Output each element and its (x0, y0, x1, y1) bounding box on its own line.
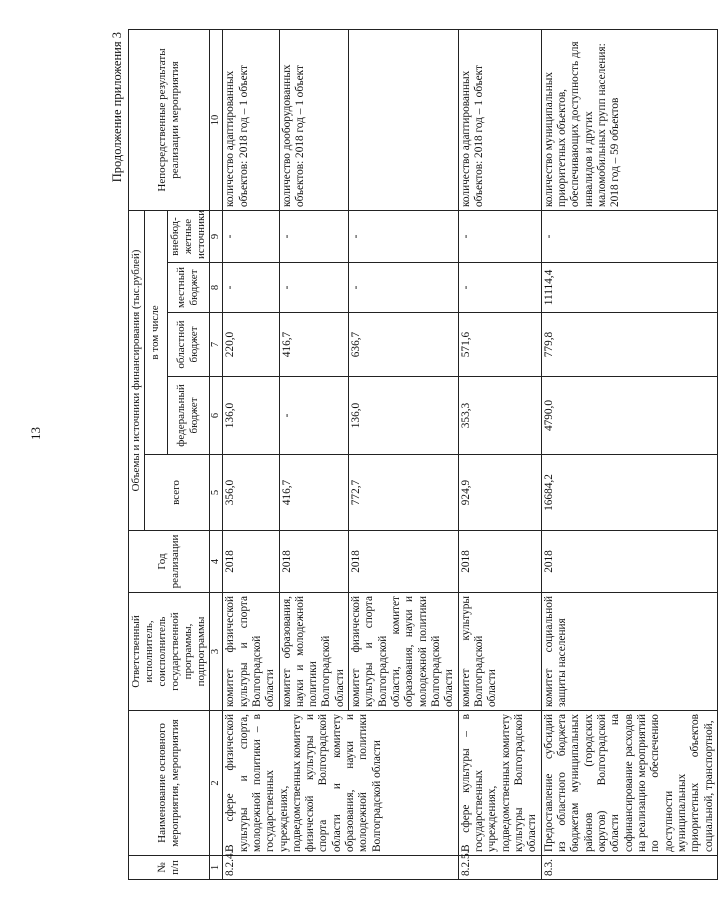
total-value: 416,7 (279, 455, 349, 531)
col-number: 10 (209, 29, 222, 210)
header-total: всего (144, 455, 209, 531)
offbudget-value: - (349, 210, 459, 262)
federal-value: 4790,0 (541, 377, 717, 455)
total-value: 772,7 (349, 455, 459, 531)
header-year: Год реализации (129, 531, 210, 593)
year: 2018 (349, 531, 459, 593)
col-number: 7 (209, 313, 222, 377)
executor: комитет физической культуры и спорта Волгоградской области (223, 593, 279, 711)
local-value: - (223, 263, 279, 313)
result-text: количество адаптированных объектов: 2018 год – 1 объект (223, 29, 279, 210)
col-number: 3 (209, 593, 222, 711)
year: 2018 (223, 531, 279, 593)
total-value: 16684,2 (541, 455, 717, 531)
header-finance: Объемы и источники финансирования (тыс.рублей) (129, 210, 145, 530)
offbudget-value: - (223, 210, 279, 262)
col-number: 4 (209, 531, 222, 593)
result-text: количество дооборудованных объектов: 2018 год – 1 объект (279, 29, 349, 210)
regional-value: 416,7 (279, 313, 349, 377)
offbudget-value: - (458, 210, 541, 262)
header-name: Наименование основного мероприятия, мероприятия (129, 711, 210, 856)
row-number: 8.2.5. (458, 856, 541, 880)
result-text: количество адаптированных объектов: 2018 год – 1 объект (458, 29, 541, 210)
header-regional: областной бюджет (167, 313, 209, 377)
local-value: - (349, 263, 459, 313)
header-offbudget: внебюд-жетные источники (167, 210, 209, 262)
rotated-page-content (110, 30, 715, 880)
executor: комитет образования, науки и молодежной политики Волгоградской области (279, 593, 349, 711)
total-value: 356,0 (223, 455, 279, 531)
executor: комитет культуры Волгоградской области (458, 593, 541, 711)
offbudget-value: - (279, 210, 349, 262)
federal-value: - (279, 377, 349, 455)
financing-table (128, 29, 718, 880)
result-text: количество муниципальных приоритетных объектов, обеспечивающих доступность для инвалидов и других маломобильных групп населения: 2018 год – 59 объектов (541, 29, 717, 210)
header-local: местный бюджет (167, 263, 209, 313)
year: 2018 (458, 531, 541, 593)
federal-value: 353,3 (458, 377, 541, 455)
event-name: Предоставление субсидий из областного бюджета бюджетам муниципальных районов (городских округов) Волгоградской области на софинансирование расходов на реализацию мероприятий по обеспечению доступности муниципальных приоритетных объектов социальной, транспортной, (541, 711, 717, 856)
local-value: 11114,4 (541, 263, 717, 313)
executor: комитет социальной защиты населения (541, 593, 717, 711)
col-number: 6 (209, 377, 222, 455)
col-number: 8 (209, 263, 222, 313)
row-number: 8.3. (541, 856, 717, 880)
event-name: В сфере физической культуры и спорта, молодежной политики – в государственных учреждениях, подведомственных комитету физической культуры и спорта Волгоградской области и комитету образования, науки и молодежной политики Волгоградской области (223, 711, 459, 856)
col-number: 2 (209, 711, 222, 856)
executor: комитет физической культуры и спорта Волгоградской области, комитет образования, науки и молодежной политики Волгоградской области (349, 593, 459, 711)
regional-value: 220,0 (223, 313, 279, 377)
event-name: В сфере культуры – в государственных учреждениях, подведомственных комитету культуры Волгоградской области (458, 711, 541, 856)
header-federal: федеральный бюджет (167, 377, 209, 455)
federal-value: 136,0 (349, 377, 459, 455)
regional-value: 571,6 (458, 313, 541, 377)
header-executor: Ответственный исполнитель, соисполнитель государственной программы, подпрограммы (129, 593, 210, 711)
regional-value: 636,7 (349, 313, 459, 377)
page-number: 13 (28, 427, 43, 440)
row-number: 8.2.4. (223, 856, 459, 880)
year: 2018 (279, 531, 349, 593)
offbudget-value: - (541, 210, 717, 262)
result-text (349, 29, 459, 210)
local-value: - (458, 263, 541, 313)
federal-value: 136,0 (223, 377, 279, 455)
header-num: № п/п (129, 856, 210, 880)
continuation-label: Продолжение приложения 3 (110, 32, 124, 183)
regional-value: 779,8 (541, 313, 717, 377)
local-value: - (279, 263, 349, 313)
year: 2018 (541, 531, 717, 593)
header-including: в том числе (144, 210, 167, 454)
col-number: 9 (209, 210, 222, 262)
col-number: 1 (209, 856, 222, 880)
header-result: Непосредственные результаты реализации мероприятия (129, 29, 210, 210)
col-number: 5 (209, 455, 222, 531)
total-value: 924,9 (458, 455, 541, 531)
